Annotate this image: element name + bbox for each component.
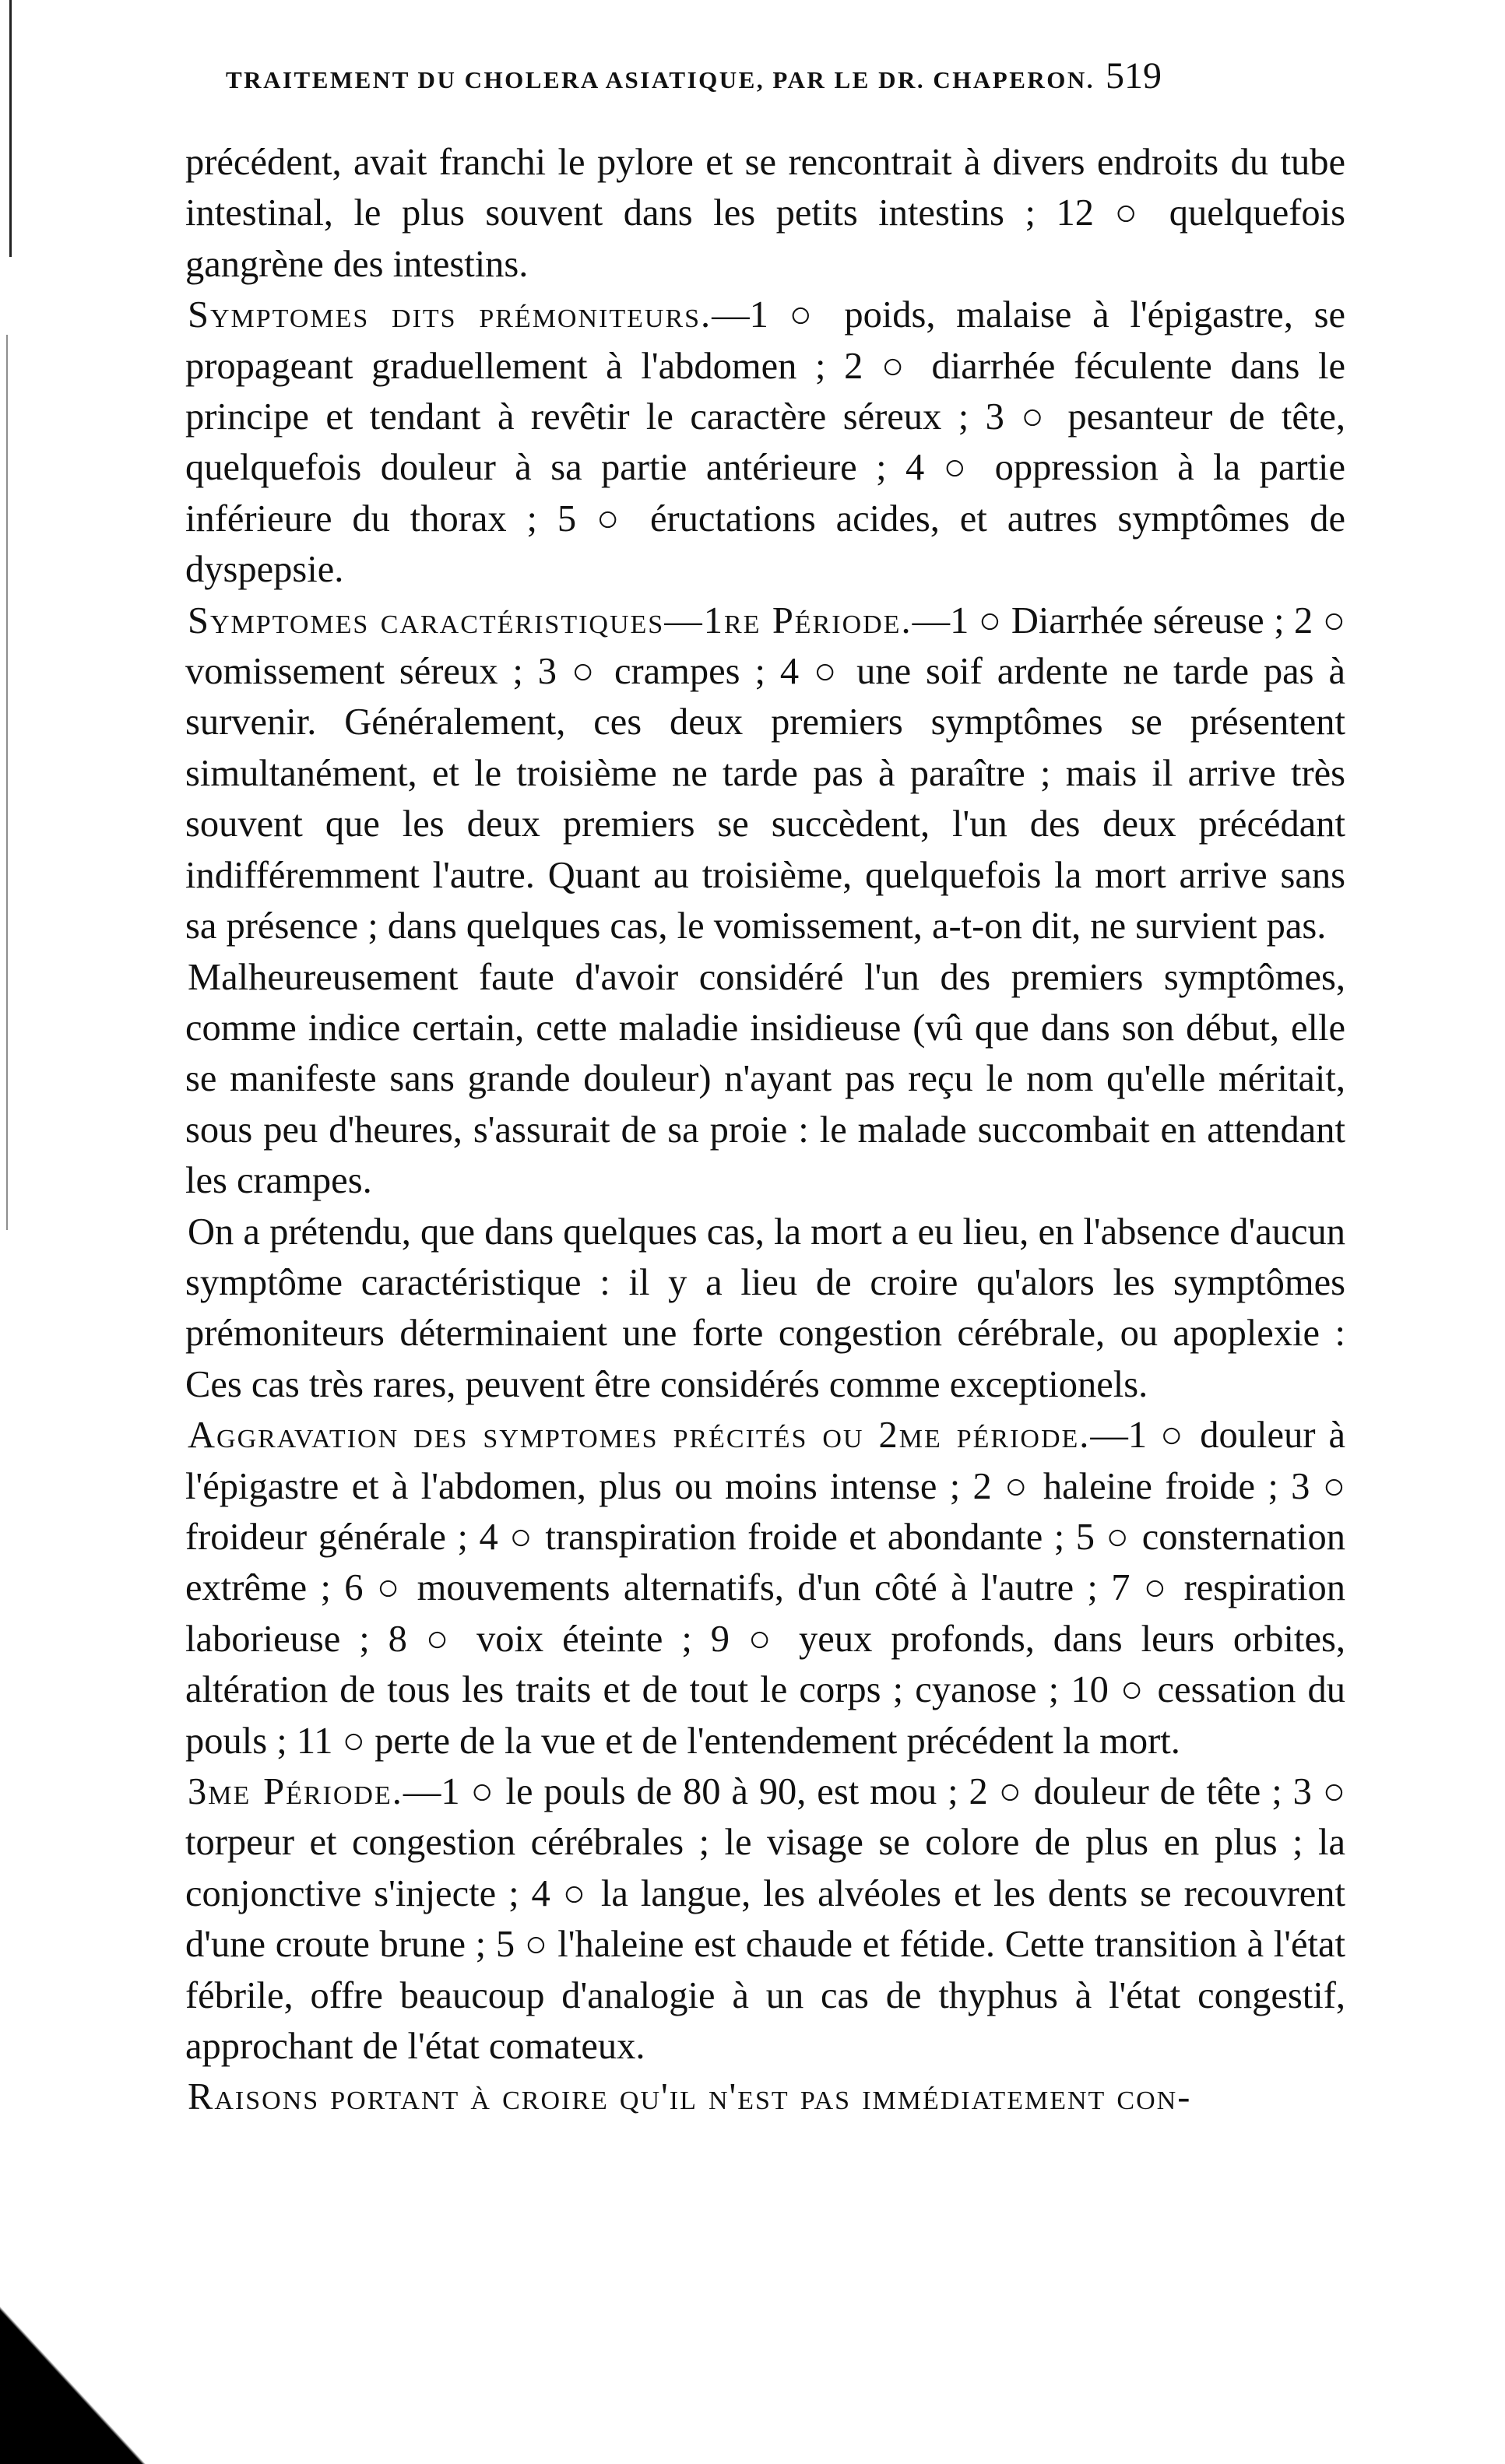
section-heading: 3me Période. xyxy=(188,1771,403,1812)
paragraph xyxy=(185,596,1345,952)
paragraph-text: On a prétendu, que dans quelques cas, la mort a eu lieu, en l'absence d'aucun symptôme caractéristique : il y a lieu de croire qu'alors les symptômes prémoniteurs déterminaient une forte congestion cérébrale, ou apoplexie : Ces cas très rares, peuvent être considérés comme exceptionels. xyxy=(185,1211,1345,1405)
paragraph-text: —1 ○ Diarrhée séreuse ; 2 ○ vomissement séreux ; 3 ○ crampes ; 4 ○ une soif ardente ne tarde pas à survenir. Généralement, ces deux premiers symptômes se présentent simultanément, et le troisième ne tarde pas à paraître ; mais il arrive très souvent que les deux premiers se succèdent, l'un des deux précédant indifféremment l'autre. Quant au troisième, quelquefois la mort arrive sans sa présence ; dans quelques cas, le vomissement, a-t-on dit, ne survient pas. xyxy=(185,599,1345,947)
section-heading: Symptomes dits prémoniteurs. xyxy=(188,294,712,336)
section-heading: Symptomes caractéristiques—1re Période. xyxy=(188,599,912,641)
body-text xyxy=(185,137,1345,2123)
paragraph-text: précédent, avait franchi le pylore et se rencontrait à divers endroits du tube intestinal, le plus souvent dans les petits intestins ; 12 ○ quelquefois gangrène des intestins. xyxy=(185,142,1345,285)
running-head: TRAITEMENT DU CHOLERA ASIATIQUE, PAR LE DR. CHAPERON. xyxy=(226,66,1095,93)
paragraph xyxy=(185,2072,1345,2122)
paragraph-text: —1 ○ le pouls de 80 à 90, est mou ; 2 ○ douleur de tête ; 3 ○ torpeur et congestion cérébrales ; le visage se colore de plus en plus ; la conjonctive s'injecte ; 4 ○ la langue, les alvéoles et les dents se recouvrent d'une croute brune ; 5 ○ l'haleine est chaude et fétide. Cette transition à l'état fébrile, offre beaucoup d'analogie à un cas de thyphus à l'état congestif, approchant de l'état comateux. xyxy=(185,1771,1345,2068)
section-heading: Raisons portant à croire qu'il n'est pas immédiatement con- xyxy=(188,2076,1192,2118)
binding-edge-shadow xyxy=(6,335,8,1230)
page-number: 519 xyxy=(1106,55,1162,97)
paragraph xyxy=(185,952,1345,1207)
paragraph-text: —1 ○ douleur à l'épigastre et à l'abdomen, plus ou moins intense ; 2 ○ haleine froide ; 3 ○ froideur générale ; 4 ○ transpiration froide et abondante ; 5 ○ consternation extrême ; 6 ○ mouvements alternatifs, d'un côté à l'autre ; 7 ○ respiration laborieuse ; 8 ○ voix éteinte ; 9 ○ yeux profonds, dans leurs orbites, altération de tous les traits et de tout le corps ; cyanose ; 10 ○ cessation du pouls ; 11 ○ perte de la vue et de l'entendement précédent la mort. xyxy=(185,1415,1345,1762)
binding-edge-line xyxy=(9,0,12,257)
paragraph xyxy=(185,1207,1345,1411)
paragraph xyxy=(185,290,1345,595)
paragraph xyxy=(185,1766,1345,2072)
page-header xyxy=(226,54,1363,97)
paragraph xyxy=(185,1410,1345,1766)
paragraph-text: —1 ○ poids, malaise à l'épigastre, se propageant graduellement à l'abdomen ; 2 ○ diarrhée féculente dans le principe et tendant à revêtir le caractère séreux ; 3 ○ pesanteur de tête, quelquefois douleur à sa partie antérieure ; 4 ○ oppression à la partie inférieure du thorax ; 5 ○ éructations acides, et autres symptômes de dyspepsie. xyxy=(185,294,1345,591)
paragraph-text: Malheureusement faute d'avoir considéré l'un des premiers symptômes, comme indice certain, cette maladie insidieuse (vû que dans son début, elle se manifeste sans grande douleur) n'ayant pas reçu le nom qu'elle méritait, sous peu d'heures, s'assurait de sa proie : le malade succombait en attendant les crampes. xyxy=(185,956,1345,1202)
paragraph xyxy=(185,137,1345,290)
binding-corner-shadow xyxy=(0,2262,187,2464)
section-heading: Aggravation des symptomes précités ou 2me période. xyxy=(188,1415,1091,1457)
